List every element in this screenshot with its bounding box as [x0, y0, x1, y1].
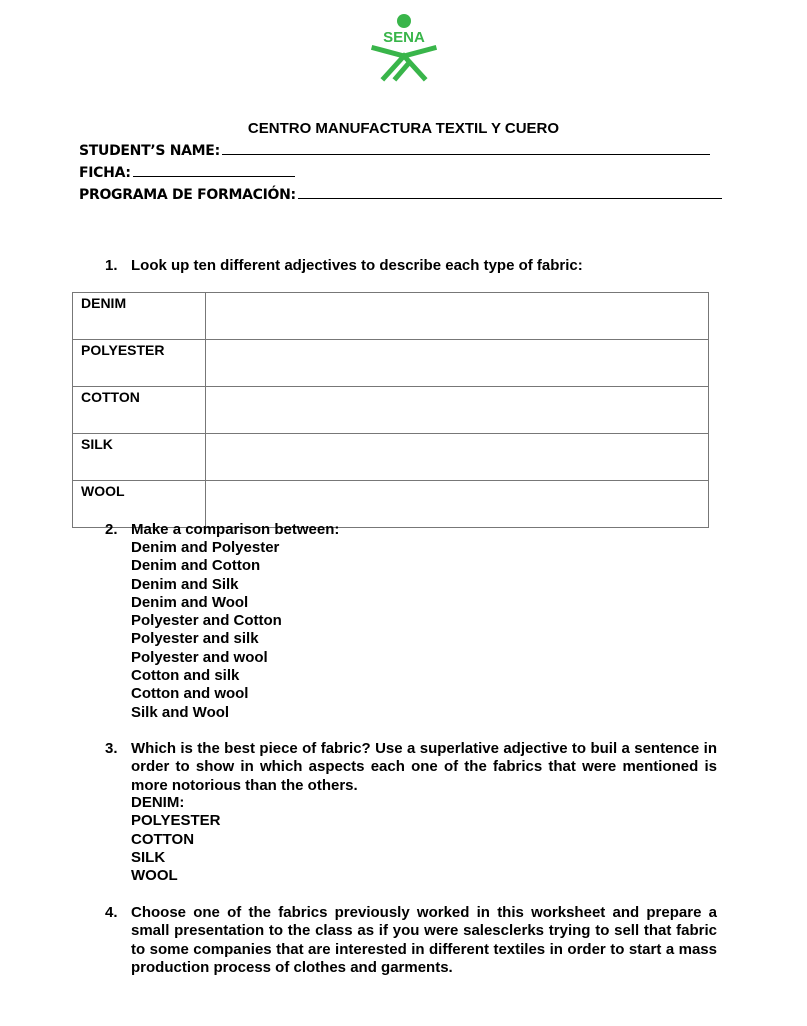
question-4	[105, 904, 717, 984]
student-name-blank[interactable]	[222, 141, 710, 155]
question-1	[105, 257, 715, 277]
row-label-wool: WOOL	[73, 481, 206, 528]
programa-label: PROGRAMA DE FORMACIÓN:	[79, 187, 296, 203]
answer-cell-denim[interactable]	[206, 293, 709, 340]
logo-text: SENA	[383, 29, 425, 46]
programa-blank[interactable]	[298, 185, 722, 199]
fabric-adjectives-table	[72, 292, 709, 528]
list-item: Polyester and wool	[131, 648, 268, 666]
list-item: Denim and Polyester	[131, 539, 280, 556]
answer-cell-polyester[interactable]	[206, 340, 709, 387]
question-4-number: 4.	[105, 904, 118, 921]
row-label-silk: SILK	[73, 434, 206, 481]
answer-cell-silk[interactable]	[206, 434, 709, 481]
logo-mark	[374, 48, 434, 78]
table-row	[73, 434, 709, 481]
table-row	[73, 387, 709, 434]
list-item: POLYESTER	[131, 812, 221, 830]
logo-dot	[397, 14, 411, 28]
sena-logo	[368, 12, 440, 82]
row-label-denim: DENIM	[73, 293, 206, 340]
row-label-polyester: POLYESTER	[73, 340, 206, 387]
question-3	[105, 740, 717, 800]
page-title: CENTRO MANUFACTURA TEXTIL Y CUERO	[247, 120, 560, 137]
list-item: Polyester and Cotton	[131, 612, 282, 630]
list-item: SILK	[131, 848, 166, 866]
table-row	[73, 340, 709, 387]
list-item: DENIM:	[131, 794, 185, 811]
question-3-number: 3.	[105, 740, 118, 757]
question-4-text: Choose one of the fabrics previously worked in this worksheet and prepare a small presentation to the class as if you were salesclerks trying to sell that fabric to some companies that are interested in different textiles in order to start a mass production process of clothes and garments.	[131, 904, 717, 976]
list-item: Cotton and wool	[131, 685, 249, 703]
question-1-number: 1.	[105, 257, 118, 274]
programa-row	[79, 185, 722, 203]
list-item: Denim and Cotton	[131, 557, 261, 575]
list-item: Silk and Wool	[131, 703, 230, 721]
list-item: COTTON	[131, 830, 195, 848]
superlative-list	[131, 794, 220, 885]
question-2	[105, 521, 715, 541]
list-item: Denim and Wool	[131, 593, 249, 611]
ficha-label: FICHA:	[79, 165, 131, 181]
question-1-text: Look up ten different adjectives to describe each type of fabric:	[131, 257, 583, 274]
ficha-row	[79, 163, 295, 181]
question-2-text: Make a comparison between:	[131, 521, 340, 538]
student-name-row	[79, 141, 710, 159]
list-item: Polyester and silk	[131, 630, 259, 648]
row-label-cotton: COTTON	[73, 387, 206, 434]
question-2-number: 2.	[105, 521, 118, 538]
student-name-label: STUDENT’S NAME:	[79, 143, 220, 159]
list-item: Cotton and silk	[131, 667, 240, 685]
ficha-blank[interactable]	[133, 163, 295, 177]
comparison-list	[131, 539, 282, 722]
answer-cell-cotton[interactable]	[206, 387, 709, 434]
question-3-text: Which is the best piece of fabric? Use a superlative adjective to buil a sentence in order to show in which aspects each one of the fabrics that were mentioned is more notorious than the others.	[131, 740, 717, 794]
list-item: WOOL	[131, 867, 178, 885]
list-item: Denim and Silk	[131, 575, 239, 593]
table-row	[73, 293, 709, 340]
